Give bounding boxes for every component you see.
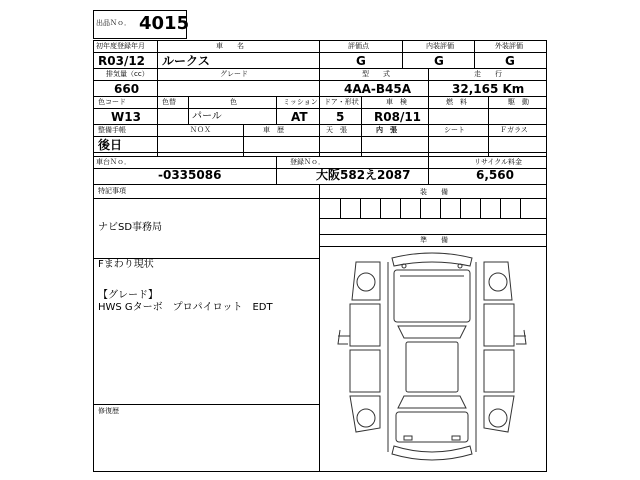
exterior-score-value: G — [505, 54, 515, 68]
model-code-value: 4AA-B45A — [344, 82, 412, 96]
windshield-label: Ｆガラス — [500, 126, 528, 134]
seat-label: シート — [444, 126, 465, 134]
first-registration-label: 初年度登録年月 — [96, 42, 145, 50]
headliner-label: 天 張 — [326, 126, 347, 134]
fuel-label: 燃 料 — [446, 98, 467, 106]
displacement-label: 排気量（cc） — [106, 70, 149, 78]
service-book-value: 後日 — [98, 138, 123, 152]
color-change-label: 色替 — [162, 98, 176, 106]
first-registration-value: R03/12 — [98, 54, 146, 68]
transmission-value: AT — [291, 110, 308, 124]
history-label: 車 歴 — [263, 126, 284, 134]
drive-label: 駆 動 — [508, 98, 529, 106]
mileage-label: 走 行 — [474, 70, 502, 78]
model-code-label: 型 式 — [362, 70, 390, 78]
doors-label: ドア・形状 — [324, 98, 359, 106]
nox-label: ＮＯＸ — [190, 126, 211, 134]
exterior-score-label: 外装評価 — [495, 42, 523, 50]
interior-score-label: 内装評価 — [426, 42, 454, 50]
recycle-fee-label: リサイクル料金 — [474, 158, 523, 166]
car-diagram — [338, 253, 526, 460]
repair-history-label: 修復歴 — [98, 407, 119, 415]
special-notes-label: 特記事項 — [98, 187, 126, 195]
score-label: 評価点 — [348, 42, 369, 50]
car-name-value: ルークス — [162, 54, 210, 68]
note-line-2: Fまわり現状 — [98, 259, 154, 270]
equipment-label: 装 備 — [420, 188, 448, 196]
note-line-1: ナビSD事務局 — [98, 222, 163, 233]
lot-number-label: 出品Ｎｏ． — [96, 19, 131, 27]
chassis-number-value: -0335086 — [158, 168, 222, 182]
chassis-number-label: 車台Ｎｏ． — [96, 158, 131, 166]
doors-value: 5 — [336, 110, 345, 124]
service-book-label: 整備手帳 — [98, 126, 126, 134]
displacement-value: 660 — [114, 82, 140, 96]
inspection-value: R08/11 — [374, 110, 422, 124]
transmission-label: ミッション — [283, 98, 318, 106]
note-line-3: 【グレード】 — [98, 290, 158, 301]
mileage-value: 32,165 Km — [452, 82, 525, 96]
car-name-label: 車 名 — [216, 42, 244, 50]
color-code-label: 色コード — [98, 98, 126, 106]
score-value: G — [356, 54, 366, 68]
color-code-value: W13 — [111, 110, 141, 124]
color-label: 色 — [230, 98, 237, 106]
preparation-label: 準 備 — [420, 236, 448, 244]
inspection-label: 車 検 — [386, 98, 407, 106]
inner-trim-label: 内 張 — [376, 126, 397, 134]
note-line-4: HWS Gターボ プロパイロット EDT — [98, 302, 273, 313]
registration-number-value: 大阪582え2087 — [316, 168, 411, 182]
lot-number: 4015 — [139, 13, 190, 34]
grade-label: グレード — [220, 70, 248, 78]
recycle-fee-value: 6,560 — [476, 168, 514, 182]
interior-score-value: G — [434, 54, 444, 68]
registration-number-label: 登録Ｎｏ． — [290, 158, 325, 166]
color-value: パール — [192, 111, 222, 122]
